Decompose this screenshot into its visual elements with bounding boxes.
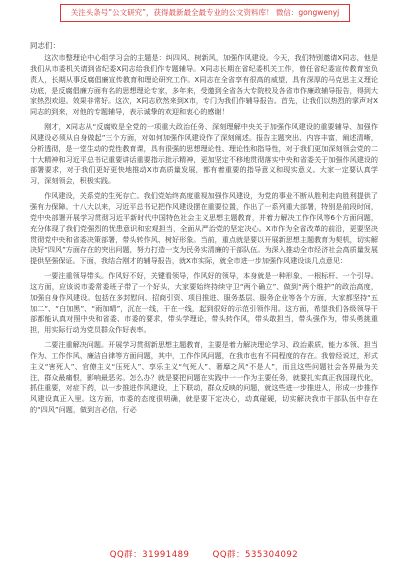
- promo-banner[interactable]: 关注头条号“公文研究”，获得最新最全最专业的公文资料库！ 微信：gongwenyj: [60, 4, 350, 22]
- footer-contacts: [0, 548, 408, 560]
- salutation: 同志们：: [30, 41, 60, 50]
- paragraph-5: 二要注重解决问题。开展学习贯彻新思想主题教育，主要是着力解决理论学习、政治素质、能力本领、担当作为、工作作风、廉洁自律等方面问题，其中，工作作风问题，在我市也有不同程度的存在。我曾经说过，形式主义“害死人”、官僚主义“压死人”、享乐主义“气死人”、奢靡之风“不是人”，而且这些问题社会各界最为关注，群众最痛恨，影响最恶劣。怎么办？就是要把问题在实践中一一作为主要任务，就要扎实真正我国现代化，抓住重要，对症下药，以一步推进作风建设，上下联动，群众反映的问题，就这些进一步推进人，形成一步推作风建设真正入里。这方面，市委的态度很明确，就是要下定决心，动真碰硬，切实解决我市干部队伍中存在的“四风”问题，做到言必信，行必: [30, 340, 378, 415]
- document-body: [30, 40, 378, 420]
- paragraph-2: 刚才，X同志从“反腐败是全党的一项重大政治任务、深刻理解中央关于加强作风建设的重要辅导、加强作风建设必须从自身做起”三个方面，对如何加强作风建设作了深刻阐述。报告主题突出、内容丰富，阐述清晰，分析透彻，是一堂生动的党性教育课，具有很强的思想理论性、理论性和指导性，对于我们更加深刻领会党的二十大精神和习近平总书记重要讲话重要指示批示精神，更加坚定不移地贯彻落实中央和省委关于加强作风建设的部署要求，对于我们更好更快地推动X市高质量发展，都有着重要的指导意义和现实意义。大家一定要认真学习，深刻领会，积极实践。: [30, 122, 378, 186]
- paragraph-3: 作风建设，关系党的生死存亡。我们党始终高度重视加强作风建设，为党的事业不断从胜利走向胜利提供了强有力保障。十八大以来，习近平总书记把作风建设摆在重要位置，作出了一系列重大部署，特别是前段时间，党中央部署开展学习贯彻习近平新时代中国特色社会主义思想主题教育，并着力解决工作作风等6个方面问题，充分体现了我们党强烈的忧患意识和宏观担当，全面从严治党的坚定决心。X市作为全省改革的前沿，更要坚决贯彻党中央和省委决策部署，带头转作风、树好形象。当前，重点就是要以开展新思想主题教育为契机，切实解决好“四风”方面存在的突出问题，努力打造一支为民务实清廉的干部队伍。为深入推动全市经济社会高质量发展提供坚强保证。下面，我结合刚才的辅导报告，就X市实际，就全市进一步加强作风建设谈几点意见：: [30, 191, 378, 266]
- paragraph-4: 一要注重领导带头。作风好不好，关键看领导，作风好的领导，本身就是一种形象、一根标杆、一个引导。这方面，应该说市委常委班子带了一个好头，大家要始终持续守卫“两个确立”、做到“两个维护”的政治高度，加强自身作风建设。包括在多封慰问、招商引资、项目推进、服务基层、服务企业等各个方面，大家都坚持“五加二”、“白加黑”、“雨加晴”，沉在一线，干在一线，起到很好的示范引领作用。这方面，希望我们各级领导干部都能认真对照中央和省委、市委的要求，带头学理论，带头转作风，带头敢担当，带头强作为，带头勇挑重担，用实际行动为党员群众作好表率。: [30, 271, 378, 335]
- qq-group-2: QQ群：535304092: [212, 550, 299, 560]
- paragraph-1: 这次市整理论中心组学习会的主题是：纠四风、树新风，加强作风建设。今天，我们特别邀请X同志，他是我们从市委机关请到省纪委X同志给我们作专题辅导。X同志长期在省纪委机关工作，曾任省纪委宣传教育室负责人，长期从事反腐倡廉宣传教育和理论研究工作。X同志在全省享有很高的威望，具有深厚的马克思主义理论功底，是反腐倡廉方面有名的思想理论专家，多年来，受邀到全省各大专院校及各省市作廉政辅导报告，得到大家热烈欢迎。效果非常好。这次，X同志欣然来到X市，专门为我们作辅导报告。首先，让我们以热烈的掌声对X同志的到来，对他的专题辅导，表示诚挚的欢迎和衷心的感谢！: [30, 53, 378, 117]
- qq-group-1: QQ群：31991489: [109, 550, 190, 560]
